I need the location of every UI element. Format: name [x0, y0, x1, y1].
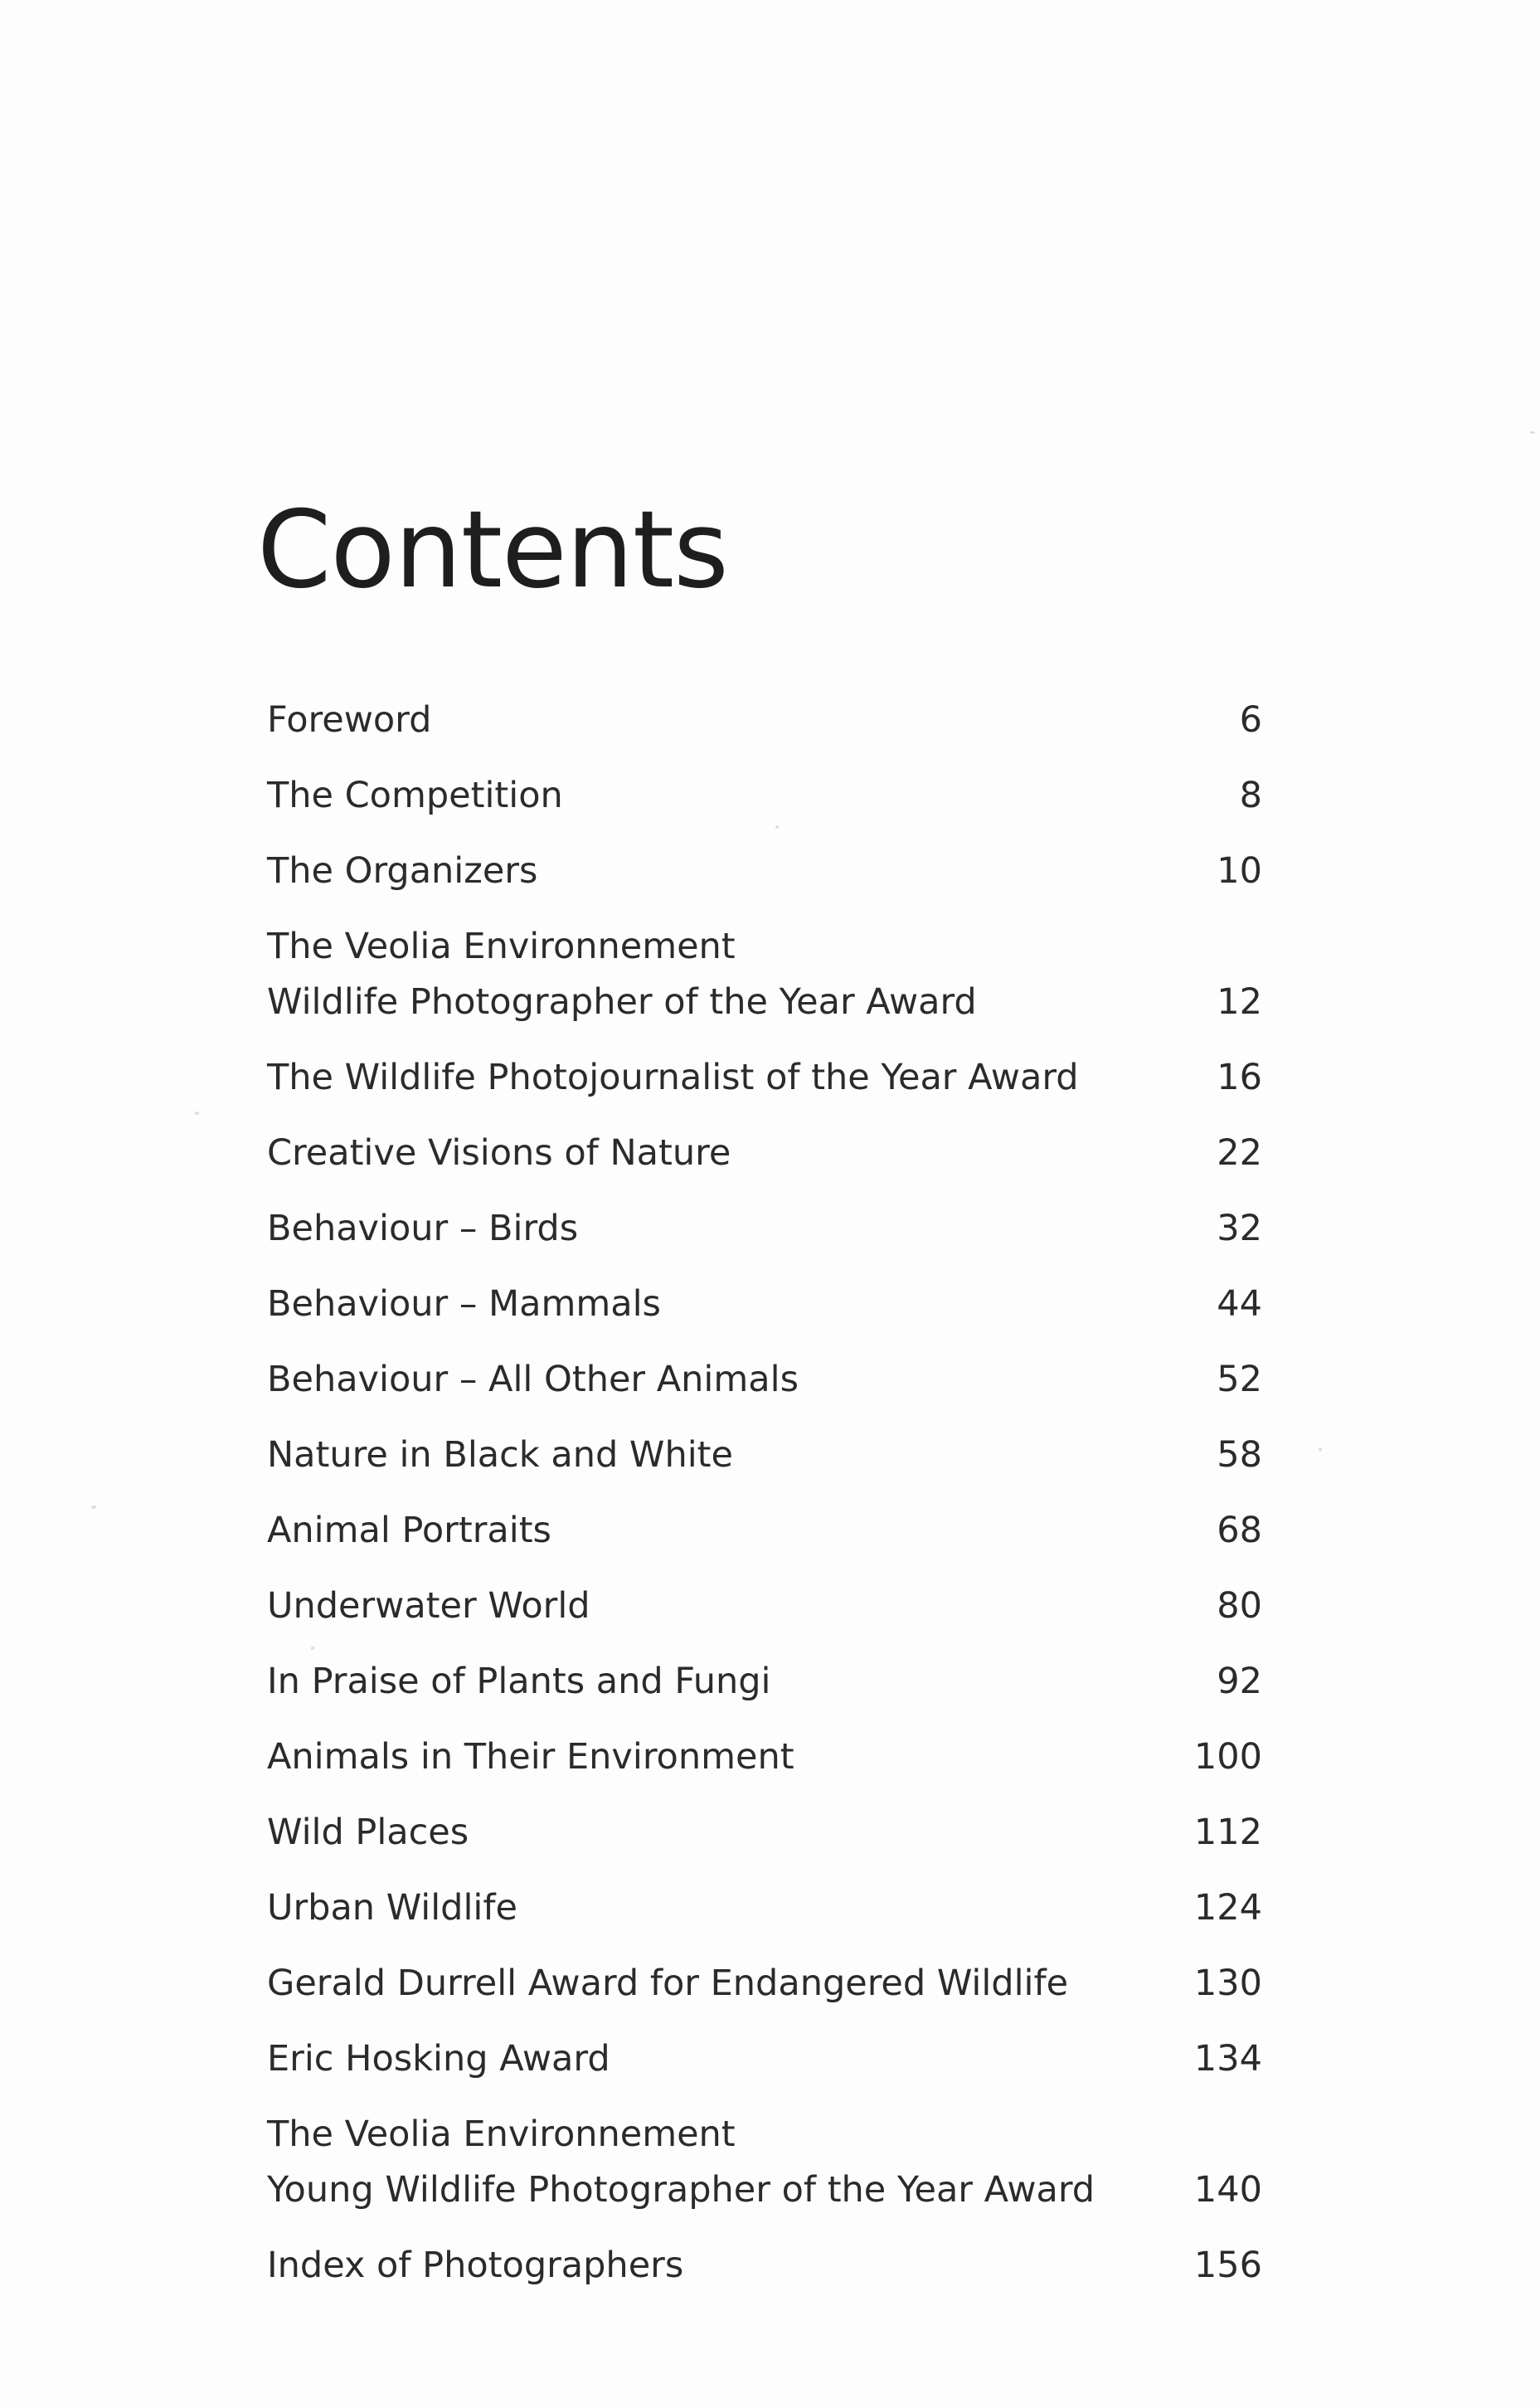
toc-entry-title [267, 1880, 517, 1936]
toc-entry-page-number: 80 [1217, 1585, 1262, 1627]
toc-entry-title-line: Wildlife Photographer of the Year Award [267, 981, 977, 1023]
scan-speck [775, 825, 779, 829]
toc-entry-title [267, 1956, 1068, 2012]
toc-entry-title [267, 1503, 551, 1559]
toc-entry-page-number: 124 [1193, 1887, 1262, 1929]
toc-entry-page-number: 58 [1217, 1434, 1262, 1476]
toc-entry-title [267, 1050, 1079, 1106]
toc-entry-page-number: 16 [1217, 1057, 1262, 1098]
toc-entry [267, 1654, 1262, 1710]
toc-entry-title [267, 2031, 610, 2087]
toc-entry-title [267, 919, 977, 1030]
toc-entry-title [267, 844, 537, 899]
toc-entry-title-line: Animals in Their Environment [267, 1736, 794, 1778]
page-title: Contents [257, 489, 728, 612]
toc-entry [267, 2107, 1262, 2218]
scan-speck [311, 1647, 314, 1650]
toc-entry-title-line: Index of Photographers [267, 2245, 684, 2286]
toc-entry-page-number: 130 [1193, 1963, 1262, 2004]
toc-entry [267, 1805, 1262, 1861]
toc-entry [267, 1352, 1262, 1408]
toc-entry-title-line: Nature in Black and White [267, 1434, 733, 1476]
toc-entry [267, 1126, 1262, 1181]
toc-entry-title-line: Young Wildlife Photographer of the Year Award [267, 2169, 1095, 2211]
table-of-contents [267, 693, 1262, 2313]
toc-entry-page-number: 140 [1193, 2169, 1262, 2211]
toc-entry-title [267, 2238, 683, 2294]
toc-entry-title-line: Gerald Durrell Award for Endangered Wildlife [267, 1963, 1069, 2004]
toc-entry [267, 919, 1262, 1030]
toc-entry-title [267, 768, 563, 824]
toc-entry-title [267, 2107, 1095, 2218]
toc-entry-title-line: Underwater World [267, 1585, 590, 1627]
toc-entry [267, 768, 1262, 824]
toc-entry-title-line: Foreword [267, 699, 432, 741]
toc-entry-page-number: 32 [1217, 1208, 1262, 1249]
scan-speck [195, 1112, 199, 1115]
toc-entry [267, 2031, 1262, 2087]
toc-entry-page-number: 8 [1239, 775, 1262, 816]
toc-entry [267, 693, 1262, 748]
toc-entry [267, 1956, 1262, 2012]
toc-entry-title-line: Urban Wildlife [267, 1887, 517, 1929]
toc-entry [267, 1050, 1262, 1106]
toc-entry-title-line: Behaviour – Mammals [267, 1283, 661, 1325]
toc-entry-title-line: In Praise of Plants and Fungi [267, 1661, 771, 1702]
toc-entry-page-number: 68 [1217, 1510, 1262, 1551]
toc-entry-page-number: 6 [1239, 699, 1262, 741]
toc-entry [267, 1201, 1262, 1257]
toc-entry [267, 1880, 1262, 1936]
toc-entry-title [267, 1805, 469, 1861]
toc-entry-title-line: The Competition [267, 775, 563, 816]
toc-entry-title [267, 1277, 661, 1332]
toc-entry-page-number: 44 [1217, 1283, 1262, 1325]
toc-entry-title [267, 1654, 771, 1710]
toc-entry-title-line: Animal Portraits [267, 1510, 551, 1551]
toc-entry-title [267, 1201, 578, 1257]
scan-speck [1530, 431, 1535, 434]
toc-entry-page-number: 92 [1217, 1661, 1262, 1702]
toc-entry-title [267, 1428, 733, 1483]
toc-entry-page-number: 10 [1217, 850, 1262, 892]
toc-entry-title-line: Wild Places [267, 1812, 469, 1853]
toc-entry-title [267, 693, 431, 748]
toc-entry-title-line: Eric Hosking Award [267, 2038, 610, 2080]
toc-entry-page-number: 22 [1217, 1132, 1262, 1174]
toc-entry-title-line: Behaviour – Birds [267, 1208, 579, 1249]
toc-entry-title [267, 1126, 731, 1181]
toc-entry [267, 844, 1262, 899]
toc-entry-title-line: Creative Visions of Nature [267, 1132, 731, 1174]
toc-entry-title-line: The Wildlife Photojournalist of the Year Award [267, 1057, 1079, 1098]
toc-entry [267, 1503, 1262, 1559]
toc-entry-page-number: 112 [1193, 1812, 1262, 1853]
scan-speck [91, 1506, 96, 1509]
toc-entry-title-line: The Veolia Environnement [267, 926, 736, 967]
toc-entry-page-number: 134 [1193, 2038, 1262, 2080]
toc-entry-title-line: The Organizers [267, 850, 538, 892]
toc-entry-page-number: 52 [1217, 1359, 1262, 1400]
toc-entry-title [267, 1579, 590, 1634]
toc-entry-title-line: The Veolia Environnement [267, 2114, 736, 2155]
toc-entry [267, 2238, 1262, 2294]
toc-entry-page-number: 12 [1217, 981, 1262, 1023]
toc-entry-page-number: 100 [1193, 1736, 1262, 1778]
toc-entry-title-line: Behaviour – All Other Animals [267, 1359, 799, 1400]
toc-entry-title [267, 1352, 799, 1408]
toc-entry-title [267, 1729, 794, 1785]
toc-entry [267, 1729, 1262, 1785]
toc-entry [267, 1277, 1262, 1332]
toc-entry [267, 1428, 1262, 1483]
scan-speck [1319, 1447, 1322, 1452]
toc-entry-page-number: 156 [1193, 2245, 1262, 2286]
toc-entry [267, 1579, 1262, 1634]
